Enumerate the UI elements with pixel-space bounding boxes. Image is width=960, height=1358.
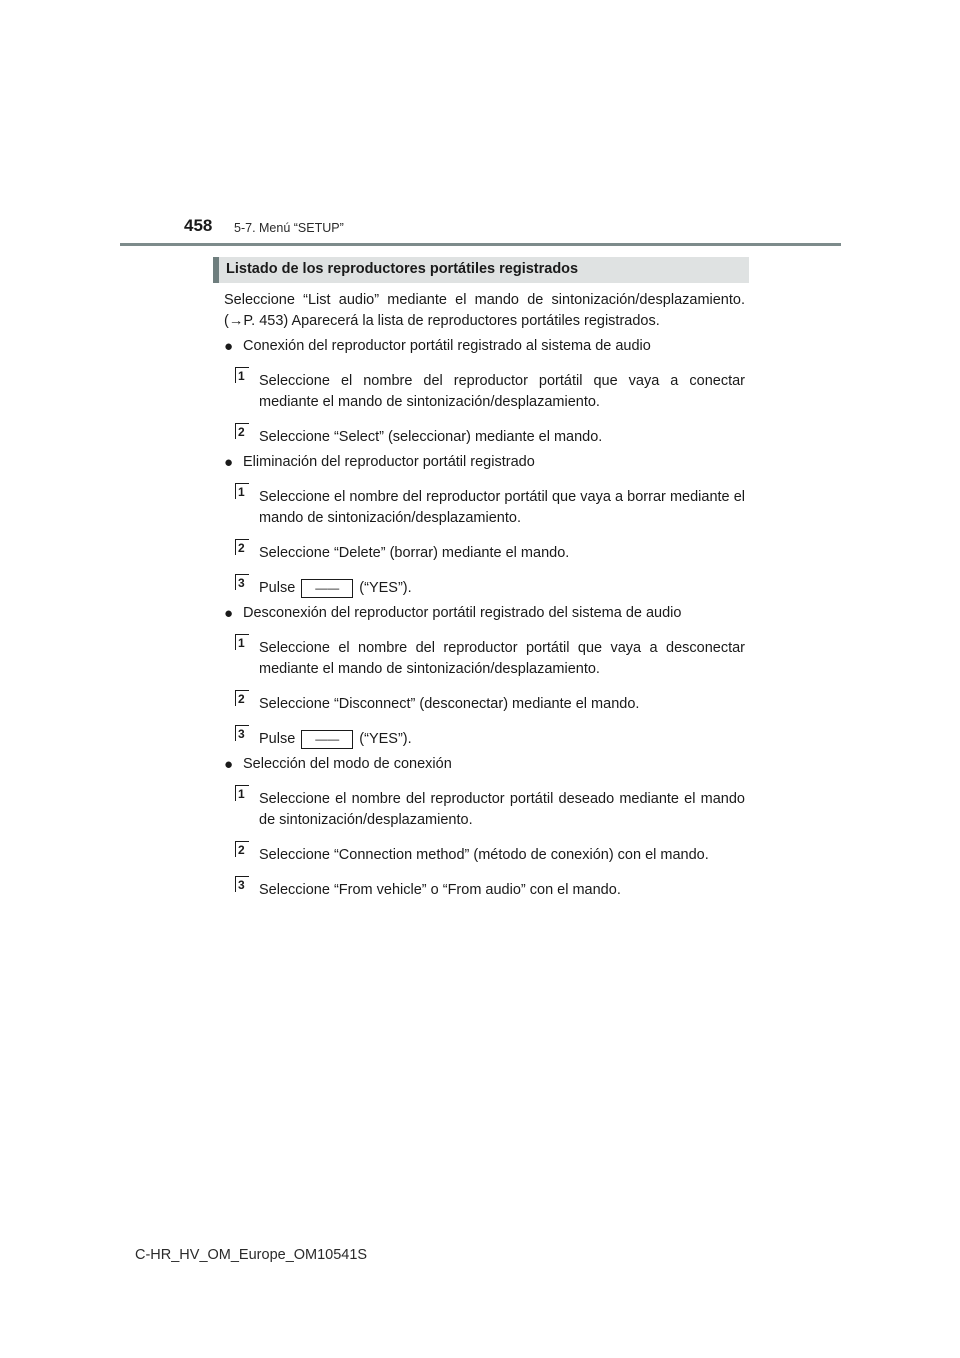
bullet-dot-icon: ● bbox=[224, 454, 234, 471]
header-rule bbox=[120, 243, 841, 246]
step-item bbox=[224, 789, 745, 831]
bullet-text: Eliminación del reproductor portátil registrado bbox=[243, 454, 535, 470]
step-item bbox=[224, 845, 745, 866]
step-item bbox=[224, 880, 745, 901]
step-post: (“YES”). bbox=[359, 580, 412, 596]
step-item bbox=[224, 487, 745, 529]
step-text: Seleccione “Delete” (borrar) mediante el mando. bbox=[259, 545, 570, 561]
step-item bbox=[224, 371, 745, 413]
yes-button-icon: —— bbox=[301, 579, 353, 598]
step-text: Seleccione el nombre del reproductor portátil que vaya a conectar mediante el mando de sintonización/desplazamiento. bbox=[259, 373, 745, 410]
step-number: 1 bbox=[235, 785, 249, 801]
bullet-text: Conexión del reproductor portátil registrado al sistema de audio bbox=[243, 338, 651, 354]
step-item bbox=[224, 578, 745, 599]
step-item bbox=[224, 638, 745, 680]
section-title: Listado de los reproductores portátiles registrados bbox=[226, 261, 579, 277]
step-number: 1 bbox=[235, 634, 249, 650]
step-number: 1 bbox=[235, 483, 249, 499]
footer-doc-id: C-HR_HV_OM_Europe_OM10541S bbox=[135, 1247, 368, 1263]
bullet-dot-icon: ● bbox=[224, 605, 234, 622]
step-text: Seleccione el nombre del reproductor portátil que vaya a borrar mediante el mando de sintonización/desplazamiento. bbox=[259, 489, 745, 526]
bullet-item bbox=[224, 754, 745, 775]
step-post: (“YES”). bbox=[359, 731, 412, 747]
step-number: 3 bbox=[235, 876, 249, 892]
bullet-text: Selección del modo de conexión bbox=[243, 756, 452, 772]
step-text: Seleccione el nombre del reproductor portátil que vaya a desconectar mediante el mando de sintonización/desplazamiento. bbox=[259, 640, 745, 677]
content bbox=[224, 290, 745, 901]
intro-paragraph: Seleccione “List audio” mediante el mando de sintonización/desplazamiento. (→P. 453) Aparecerá la lista de reproductores portátiles registrados. bbox=[224, 292, 745, 329]
title-accent bbox=[213, 257, 219, 283]
step-item bbox=[224, 543, 745, 564]
step-text: Seleccione “From vehicle” o “From audio” con el mando. bbox=[259, 882, 621, 898]
yes-button-icon: —— bbox=[301, 730, 353, 749]
bullet-item bbox=[224, 452, 745, 473]
step-pre: Pulse bbox=[259, 731, 296, 747]
step-text: Seleccione el nombre del reproductor portátil deseado mediante el mando de sintonización/desplazamiento. bbox=[259, 791, 745, 828]
title-bar bbox=[213, 257, 749, 283]
bullet-dot-icon: ● bbox=[224, 338, 234, 355]
step-text: Seleccione “Select” (seleccionar) mediante el mando. bbox=[259, 429, 603, 445]
step-number: 2 bbox=[235, 690, 249, 706]
step-item bbox=[224, 694, 745, 715]
step-number: 2 bbox=[235, 539, 249, 555]
step-number: 2 bbox=[235, 423, 249, 439]
bullet-item bbox=[224, 336, 745, 357]
step-number: 3 bbox=[235, 574, 249, 590]
step-pre: Pulse bbox=[259, 580, 296, 596]
step-number: 3 bbox=[235, 725, 249, 741]
bullet-item bbox=[224, 603, 745, 624]
step-item bbox=[224, 427, 745, 448]
step-text: Seleccione “Connection method” (método de conexión) con el mando. bbox=[259, 847, 709, 863]
bullet-text: Desconexión del reproductor portátil registrado del sistema de audio bbox=[243, 605, 682, 621]
step-item bbox=[224, 729, 745, 750]
bullet-dot-icon: ● bbox=[224, 756, 234, 773]
step-text: Seleccione “Disconnect” (desconectar) mediante el mando. bbox=[259, 696, 640, 712]
step-number: 1 bbox=[235, 367, 249, 383]
step-number: 2 bbox=[235, 841, 249, 857]
page-number: 458 bbox=[184, 216, 213, 235]
section-header: 5-7. Menú “SETUP” bbox=[234, 221, 344, 235]
